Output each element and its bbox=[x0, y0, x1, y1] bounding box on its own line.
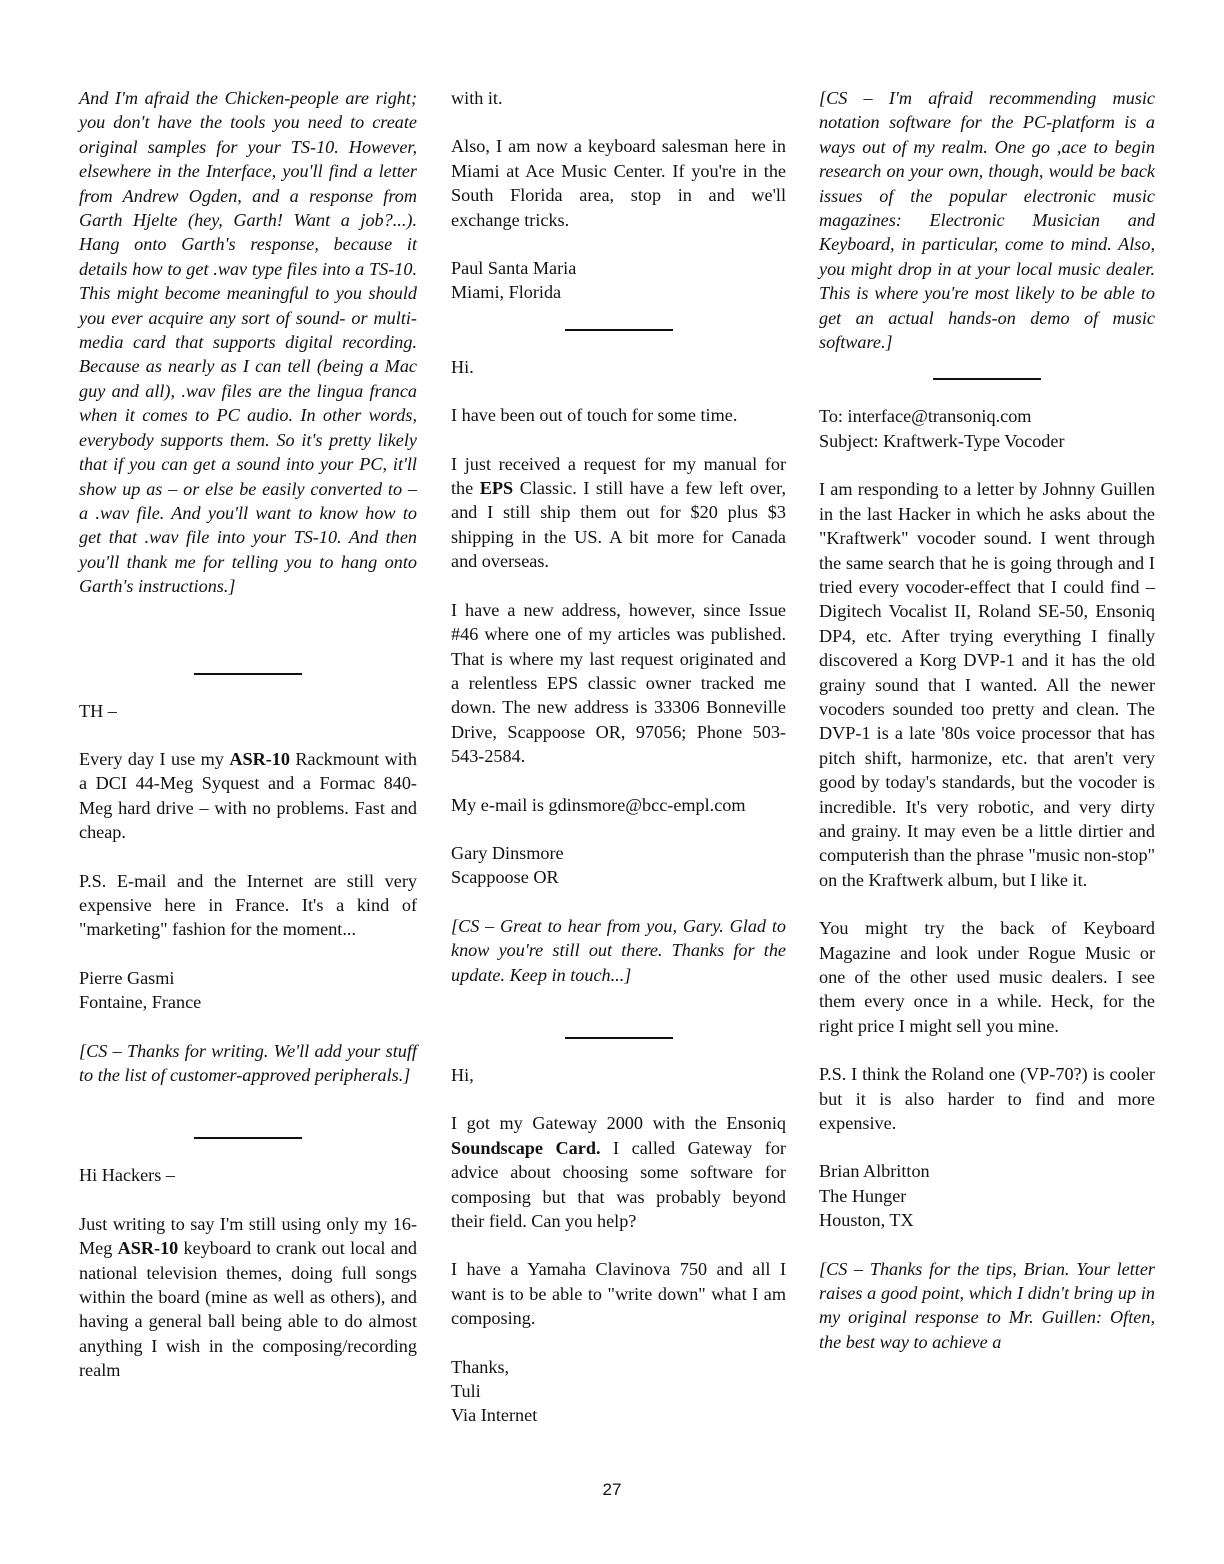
divider bbox=[194, 673, 302, 675]
product-name: ASR-10 bbox=[117, 1238, 179, 1259]
letter-paragraph: My e-mail is gdinsmore@bcc-empl.com bbox=[451, 794, 746, 815]
letter-paragraph: with it. bbox=[451, 88, 503, 108]
letter-salutation: Hi. bbox=[451, 356, 474, 377]
column-3 bbox=[819, 86, 1155, 1378]
letter-salutation: TH – bbox=[79, 700, 117, 721]
product-name: ASR-10 bbox=[229, 748, 290, 769]
letter-paragraph: I have been out of touch for some time. bbox=[451, 405, 738, 426]
letter-signature: Thanks, Tuli Via Internet bbox=[451, 1356, 538, 1426]
divider bbox=[565, 1037, 673, 1039]
letter-paragraph: You might try the back of Keyboard Magazine and look under Rogue Music or one of the other used music dealers. I see them every once in a while. Heck, for the right price I might sell you mine. bbox=[819, 918, 1155, 1036]
divider bbox=[933, 378, 1041, 380]
letter-paragraph: I just received a request for my manual for the EPS Classic. I still have a few left over, and I still ship them out for $20 plus $3 shipping in the US. A bit more for Canada and overseas. bbox=[451, 453, 786, 572]
letter-signature: Gary Dinsmore Scappoose OR bbox=[451, 842, 564, 888]
letter-paragraph: I have a Yamaha Clavinova 750 and all I want is to be able to "write down" what I am composing. bbox=[451, 1259, 786, 1329]
column-2 bbox=[451, 86, 786, 1452]
divider bbox=[565, 329, 673, 331]
letter-paragraph: P.S. E-mail and the Internet are still very expensive here in France. It's a kind of "marketing" fashion for the moment... bbox=[79, 870, 417, 940]
letter-paragraph: I am responding to a letter by Johnny Guillen in the last Hacker in which he asks about the "Kraftwerk" vocoder sound. I went through the same search that he is going through and I tried every vocoder-effect that I could find – Digitech Vocalist II, Roland SE-50, Ensoniq DP4, etc. After trying everything I finally discovered a Korg DVP-1 and it has the old grainy sound that I wanted. All the newer vocoders sounded too pretty and clean. The DVP-1 is a late '80s voice processor that has pitch shift, harmonize, etc. that aren't very good by today's standards, but the vocoder is incredible. It's very robotic, and very dirty and grainy. It may even be a little dirtier and computerish than the phrase "music non-stop" on the Kraftwerk album, but I like it. bbox=[819, 479, 1155, 890]
divider bbox=[194, 1137, 302, 1139]
letter-paragraph: Just writing to say I'm still using only my 16-Meg ASR-10 keyboard to crank out local and national television themes, doing full songs within the board (mine as well as others), and having a general ball being able to do almost anything I wish in the composing/recording realm bbox=[79, 1213, 417, 1381]
letter-paragraph: I have a new address, however, since Issue #46 where one of my articles was published. That is where my last request originated and a relentless EPS classic owner tracked me down. The new address is 33306 Bonneville Drive, Scappoose OR, 97056; Phone 503-543-2584. bbox=[451, 599, 786, 767]
product-name: Soundscape Card. bbox=[451, 1137, 601, 1158]
letter-paragraph: Every day I use my ASR-10 Rackmount with a DCI 44-Meg Syquest and a Formac 840-Meg hard drive – with no problems. Fast and cheap. bbox=[79, 748, 417, 843]
letter-signature: Brian Albritton The Hunger Houston, TX bbox=[819, 1161, 930, 1231]
editor-response: [CS – Thanks for the tips, Brian. Your letter raises a good point, which I didn't bring up in my original response to Mr. Guillen: Often, the best way to achieve a bbox=[819, 1258, 1155, 1352]
product-name: EPS bbox=[479, 478, 514, 499]
editor-response: [CS – Thanks for writing. We'll add your stuff to the list of customer-approved peripherals.] bbox=[79, 1040, 417, 1085]
editor-response: [CS – Great to hear from you, Gary. Glad to know you're still out there. Thanks for the update. Keep in touch...] bbox=[451, 915, 786, 985]
email-subject: Subject: Kraftwerk-Type Vocoder bbox=[819, 430, 1065, 451]
email-to: To: interface@transoniq.com bbox=[819, 406, 1032, 427]
letter-signature: Paul Santa Maria Miami, Florida bbox=[451, 258, 577, 303]
letter-salutation: Hi Hackers – bbox=[79, 1165, 175, 1186]
email-header bbox=[819, 404, 1155, 453]
letter-paragraph: I got my Gateway 2000 with the Ensoniq Soundscape Card. I called Gateway for advice about choosing some software for composing but that was probably beyond their field. Can you help? bbox=[451, 1113, 786, 1231]
editor-response: And I'm afraid the Chicken-people are right; you don't have the tools you need to create original samples for your TS-10. However, elsewhere in the Interface, you'll find a letter from Andrew Ogden, and a response from Garth Hjelte (hey, Garth! Want a job?...). Hang onto Garth's response, because it details how to get .wav type files into a TS-10. This might become meaningful to you should you ever acquire any sort of sound- or multi-media card that supports digital recording. Because as nearly as I can tell (being a Mac guy and all), .wav files are the lingua franca when it comes to PC audio. In other words, everybody supports them. So it's pretty likely that if you can get a sound into your PC, it'll show up as – or else be easily converted to – a .wav file. And you'll want to know how to get that .wav file into your TS-10. And then you'll thank me for telling you to hang onto Garth's instructions.] bbox=[79, 88, 417, 597]
page-number: 27 bbox=[602, 1480, 622, 1499]
editor-response: [CS – I'm afraid recommending music notation software for the PC-platform is a ways out of my realm. One go ,ace to begin research on your own, though, would be back issues of the popular electronic music magazines: Electronic Musician and Keyboard, in particular, come to mind. Also, you might drop in at your local music dealer. This is where you're most likely to be able to get an actual hands-on demo of music software.] bbox=[819, 88, 1155, 353]
letter-signature: Pierre Gasmi Fontaine, France bbox=[79, 967, 202, 1013]
letter-paragraph: P.S. I think the Roland one (VP-70?) is cooler but it is also harder to find and more expensive. bbox=[819, 1064, 1155, 1134]
letter-paragraph: Also, I am now a keyboard salesman here in Miami at Ace Music Center. If you're in the South Florida area, stop in and we'll exchange tricks. bbox=[451, 136, 786, 230]
column-1 bbox=[79, 86, 417, 1407]
letter-salutation: Hi, bbox=[451, 1064, 474, 1085]
